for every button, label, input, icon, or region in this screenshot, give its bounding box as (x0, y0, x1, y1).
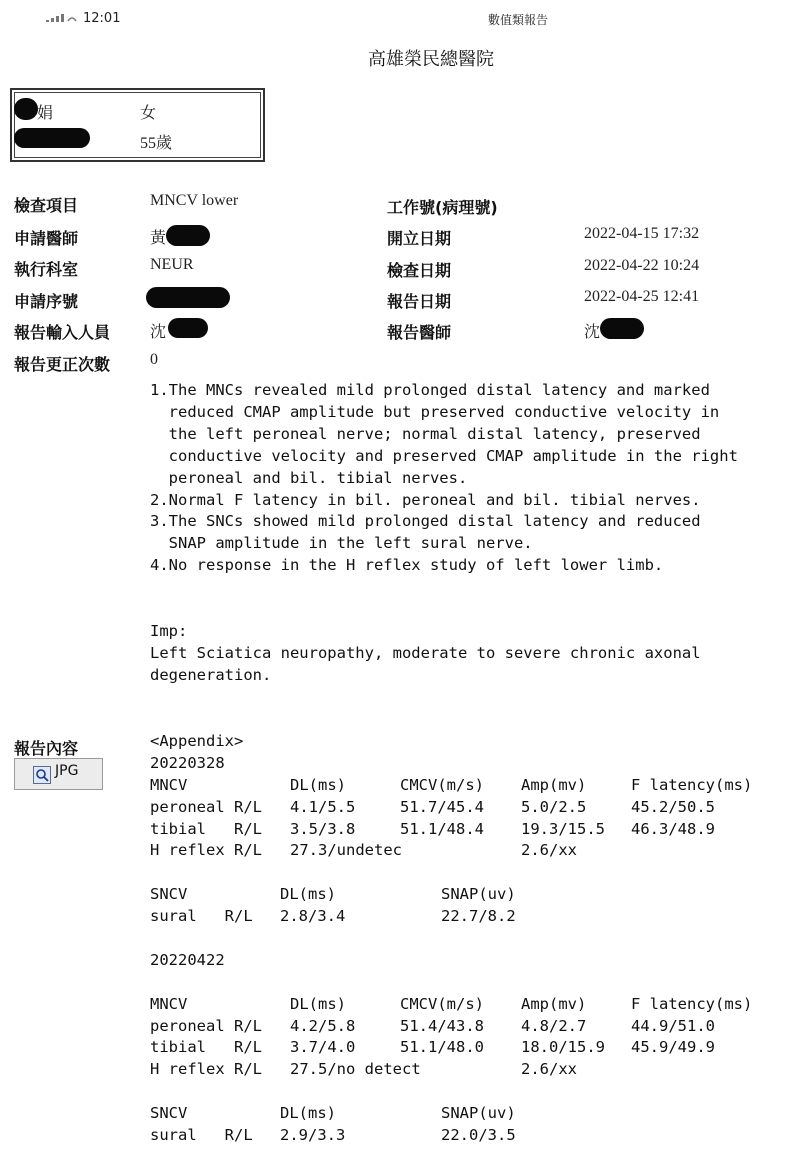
table-cell: 2.6/xx (521, 1060, 577, 1079)
findings-text (150, 380, 782, 687)
hospital-name: 高雄榮民總醫院 (368, 49, 494, 70)
table-cell: 4.2/5.8 (290, 1016, 356, 1035)
exam-date-value: 2022-04-22 10:24 (584, 257, 700, 274)
signal-icon (46, 12, 80, 28)
table-header-cell: DL(ms) (280, 1104, 336, 1123)
impression-line: Left Sciatica neuropathy, moderate to severe chronic axonal (150, 643, 701, 662)
jpg-button-label: JPG (55, 763, 79, 779)
appendix-title: <Appendix> (150, 732, 244, 750)
table-cell: tibial R/L (150, 819, 262, 838)
table-cell: 22.0/3.5 (441, 1126, 516, 1145)
table-cell: sural R/L (150, 1126, 253, 1145)
table-header-cell: SNAP(uv) (441, 1104, 516, 1123)
table-cell: 4.1/5.5 (290, 797, 356, 816)
impression-line: degeneration. (150, 665, 272, 684)
table-cell: 5.0/2.5 (521, 797, 587, 816)
table-header-cell: DL(ms) (290, 994, 346, 1013)
magnifier-icon (33, 766, 51, 784)
table-cell: H reflex R/L (150, 1060, 262, 1079)
table-cell: 51.4/43.8 (400, 1016, 484, 1035)
status-time: 12:01 (83, 11, 121, 26)
department-value: NEUR (150, 256, 194, 273)
findings-line: conductive velocity and preserved CMAP amplitude in the right (150, 446, 738, 465)
work-no-label: 工作號(病理號) (387, 198, 498, 217)
requesting-doctor-label: 申請醫師 (14, 229, 79, 248)
correction-count-value: 0 (150, 351, 158, 368)
table-cell: 2.9/3.3 (280, 1126, 346, 1145)
table-cell: 45.9/49.9 (631, 1038, 715, 1057)
table-cell: 44.9/51.0 (631, 1016, 715, 1035)
patient-name: 娟 (37, 105, 54, 122)
session-date: 20220328 (150, 753, 225, 772)
report-content-label: 報告內容 (14, 739, 79, 758)
report-input-person-label: 報告輸入人員 (14, 323, 111, 342)
report-date-label: 報告日期 (387, 292, 452, 311)
report-date-value: 2022-04-25 12:41 (584, 288, 700, 305)
correction-count-label: 報告更正次數 (14, 355, 111, 374)
table-cell: sural R/L (150, 907, 253, 926)
table-cell: 2.6/xx (521, 841, 577, 860)
table-header-cell: F latency(ms) (631, 994, 753, 1013)
table-cell: 22.7/8.2 (441, 907, 516, 926)
reporting-doctor-label: 報告醫師 (387, 323, 452, 342)
redaction-mark (168, 318, 208, 338)
table-header-cell: F latency(ms) (631, 775, 753, 794)
table-cell: H reflex R/L (150, 841, 262, 860)
table-cell: 51.7/45.4 (400, 797, 484, 816)
table-cell: 27.3/undetec (290, 841, 402, 860)
findings-line: 2.Normal F latency in bil. peroneal and bil. tibial nerves. (150, 490, 701, 509)
table-cell: 4.8/2.7 (521, 1016, 587, 1035)
findings-line: 4.No response in the H reflex study of left lower limb. (150, 556, 664, 575)
impression-label: Imp: (150, 621, 188, 640)
jpg-view-button[interactable] (14, 758, 103, 790)
redaction-mark (14, 128, 90, 148)
page-title: 數值類報告 (488, 13, 549, 27)
table-header-cell: SNCV (150, 885, 188, 904)
table-cell: 46.3/48.9 (631, 819, 715, 838)
table-header-cell: MNCV (150, 994, 188, 1013)
findings-line: 3.The SNCs showed mild prolonged distal latency and reduced (150, 512, 701, 531)
open-date-value: 2022-04-15 17:32 (584, 225, 700, 242)
table-cell: peroneal R/L (150, 1016, 262, 1035)
redaction-mark (14, 98, 38, 120)
table-header-cell: CMCV(m/s) (400, 775, 484, 794)
table-cell: 51.1/48.0 (400, 1038, 484, 1057)
redaction-mark (146, 287, 230, 308)
exam-item-value: MNCV lower (150, 192, 239, 209)
patient-age: 55歲 (140, 135, 173, 152)
findings-line: the left peroneal nerve; normal distal latency, preserved (150, 424, 701, 443)
exam-item-label: 檢查項目 (14, 196, 79, 215)
table-cell: 18.0/15.9 (521, 1038, 605, 1057)
reporting-doctor-value: 沈 (584, 324, 601, 341)
request-no-label: 申請序號 (14, 292, 79, 311)
table-cell: 3.5/3.8 (290, 819, 356, 838)
table-header-cell: SNCV (150, 1104, 188, 1123)
table-header-cell: DL(ms) (280, 885, 336, 904)
table-cell: 51.1/48.4 (400, 819, 484, 838)
findings-line: reduced CMAP amplitude but preserved conductive velocity in (150, 402, 720, 421)
findings-line: 1.The MNCs revealed mild prolonged distal latency and marked (150, 381, 710, 399)
table-cell: 2.8/3.4 (280, 907, 346, 926)
requesting-doctor-value: 黃 (150, 230, 167, 247)
table-cell: 3.7/4.0 (290, 1038, 356, 1057)
table-header-cell: CMCV(m/s) (400, 994, 484, 1013)
table-header-cell: DL(ms) (290, 775, 346, 794)
table-cell: tibial R/L (150, 1038, 262, 1057)
table-cell: 19.3/15.5 (521, 819, 605, 838)
table-cell: 45.2/50.5 (631, 797, 715, 816)
report-input-person-value: 沈 (150, 324, 167, 341)
findings-line: SNAP amplitude in the left sural nerve. (150, 534, 533, 553)
table-header-cell: Amp(mv) (521, 775, 587, 794)
table-header-cell: Amp(mv) (521, 994, 587, 1013)
table-header-cell: MNCV (150, 775, 188, 794)
redaction-mark (166, 225, 210, 246)
table-cell: 27.5/no detect (290, 1060, 421, 1079)
table-cell: peroneal R/L (150, 797, 262, 816)
session-date: 20220422 (150, 950, 225, 969)
exam-date-label: 檢查日期 (387, 261, 452, 280)
department-label: 執行科室 (14, 260, 79, 279)
open-date-label: 開立日期 (387, 229, 452, 248)
patient-sex: 女 (140, 105, 157, 122)
redaction-mark (600, 318, 644, 339)
table-header-cell: SNAP(uv) (441, 885, 516, 904)
findings-line: peroneal and bil. tibial nerves. (150, 468, 468, 487)
